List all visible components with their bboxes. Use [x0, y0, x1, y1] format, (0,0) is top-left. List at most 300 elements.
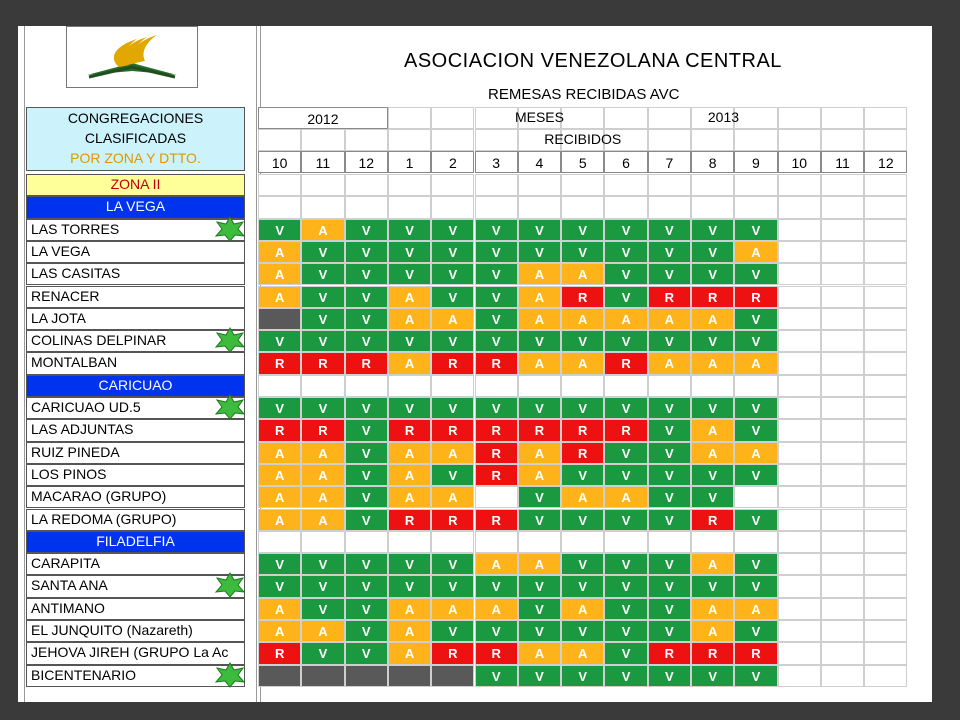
grid-cell: [431, 531, 474, 553]
congregation-label: LA VEGA: [26, 241, 245, 263]
status-cell: R: [301, 419, 344, 441]
header-cell: [648, 107, 691, 129]
status-cell: V: [691, 464, 734, 486]
status-cell: V: [345, 575, 388, 597]
grid-cell: [821, 375, 864, 397]
status-cell: A: [301, 620, 344, 642]
status-cell: V: [475, 330, 518, 352]
header-cell: [821, 107, 864, 129]
grid-cell: [821, 174, 864, 196]
status-cell: V: [345, 419, 388, 441]
status-cell: V: [734, 219, 777, 241]
status-cell: V: [301, 286, 344, 308]
status-cell: V: [561, 553, 604, 575]
status-cell: V: [604, 241, 647, 263]
status-cell: V: [734, 620, 777, 642]
status-cell: V: [648, 598, 691, 620]
status-cell: V: [475, 219, 518, 241]
status-cell: V: [604, 263, 647, 285]
status-cell: A: [258, 286, 301, 308]
status-cell: V: [518, 665, 561, 687]
grid-cell: [778, 375, 821, 397]
status-cell: [821, 241, 864, 263]
grid-cell: [388, 174, 431, 196]
status-cell: V: [475, 575, 518, 597]
months-label: MESES: [514, 109, 564, 125]
status-cell: V: [648, 241, 691, 263]
congregation-label: SANTA ANA: [26, 575, 245, 597]
status-cell: [778, 219, 821, 241]
grid-cell: [345, 174, 388, 196]
status-cell: A: [388, 286, 431, 308]
status-cell: V: [648, 397, 691, 419]
status-cell: [821, 397, 864, 419]
status-cell: A: [518, 263, 561, 285]
status-cell: V: [648, 419, 691, 441]
status-cell: A: [301, 219, 344, 241]
status-cell: A: [258, 509, 301, 531]
status-cell: R: [561, 419, 604, 441]
status-cell: A: [691, 419, 734, 441]
status-cell: A: [561, 263, 604, 285]
status-cell: A: [518, 352, 561, 374]
congregation-label: LA JOTA: [26, 308, 245, 330]
header-cell: [475, 129, 518, 151]
status-cell: [821, 219, 864, 241]
status-cell: V: [648, 263, 691, 285]
status-cell: V: [345, 598, 388, 620]
status-cell: V: [431, 263, 474, 285]
status-cell: [821, 419, 864, 441]
status-cell: V: [431, 553, 474, 575]
status-cell: A: [734, 598, 777, 620]
grid-cell: [691, 196, 734, 218]
month-number: 12: [345, 151, 388, 173]
status-cell: V: [691, 263, 734, 285]
month-number: 6: [604, 151, 647, 173]
grid-cell: [258, 531, 301, 553]
status-cell: V: [258, 330, 301, 352]
status-cell: V: [604, 286, 647, 308]
status-cell: R: [518, 419, 561, 441]
status-cell: [734, 486, 777, 508]
status-cell: V: [345, 553, 388, 575]
status-cell: V: [345, 620, 388, 642]
grid-cell: [518, 375, 561, 397]
status-cell: V: [604, 620, 647, 642]
status-cell: V: [345, 509, 388, 531]
status-cell: V: [691, 575, 734, 597]
grid-cell: [604, 531, 647, 553]
status-cell: [864, 308, 907, 330]
congregation-label: LAS CASITAS: [26, 263, 245, 285]
status-cell: V: [388, 241, 431, 263]
status-cell: A: [301, 486, 344, 508]
status-cell: V: [475, 286, 518, 308]
status-cell: R: [388, 419, 431, 441]
congregations-header: [26, 107, 245, 171]
status-cell: [864, 352, 907, 374]
status-cell: R: [475, 419, 518, 441]
status-cell: V: [518, 397, 561, 419]
grid-cell: [518, 196, 561, 218]
status-cell: [778, 308, 821, 330]
status-cell: V: [475, 620, 518, 642]
status-cell: V: [345, 286, 388, 308]
status-cell: V: [648, 464, 691, 486]
status-cell: [821, 553, 864, 575]
status-cell: V: [301, 308, 344, 330]
status-cell: A: [258, 241, 301, 263]
status-cell: [778, 286, 821, 308]
status-cell: R: [431, 419, 474, 441]
status-cell: V: [734, 665, 777, 687]
status-cell: V: [604, 442, 647, 464]
status-cell: R: [648, 642, 691, 664]
status-cell: [778, 486, 821, 508]
header-line-3: POR ZONA Y DTTO.: [70, 150, 201, 166]
grid-cell: [518, 174, 561, 196]
status-cell: A: [604, 308, 647, 330]
status-cell: V: [518, 330, 561, 352]
header-cell: [431, 107, 474, 129]
grid-cell: [604, 174, 647, 196]
status-cell: R: [258, 642, 301, 664]
status-cell: [778, 397, 821, 419]
grid-cell: [821, 531, 864, 553]
status-cell: A: [258, 442, 301, 464]
month-number: 10: [778, 151, 821, 173]
month-number: 10: [258, 151, 301, 173]
status-cell: [345, 665, 388, 687]
status-cell: A: [258, 464, 301, 486]
status-cell: V: [561, 620, 604, 642]
status-cell: [475, 486, 518, 508]
status-cell: V: [648, 219, 691, 241]
status-cell: R: [388, 509, 431, 531]
status-cell: [864, 665, 907, 687]
month-number: 1: [388, 151, 431, 173]
status-cell: A: [648, 352, 691, 374]
status-cell: V: [345, 442, 388, 464]
status-cell: V: [734, 553, 777, 575]
status-cell: R: [604, 352, 647, 374]
grid-cell: [475, 531, 518, 553]
status-cell: [821, 486, 864, 508]
grid-cell: [345, 531, 388, 553]
status-cell: [821, 308, 864, 330]
status-cell: A: [518, 553, 561, 575]
status-cell: [821, 464, 864, 486]
status-cell: V: [734, 263, 777, 285]
status-cell: [778, 509, 821, 531]
status-cell: [778, 665, 821, 687]
status-cell: A: [734, 352, 777, 374]
status-cell: V: [734, 464, 777, 486]
status-cell: V: [648, 509, 691, 531]
status-cell: [864, 442, 907, 464]
congregation-label: MONTALBAN: [26, 352, 245, 374]
status-cell: R: [604, 419, 647, 441]
district-label: CARICUAO: [26, 375, 245, 397]
status-cell: A: [691, 308, 734, 330]
grid-cell: [864, 196, 907, 218]
congregation-label: BICENTENARIO: [26, 665, 245, 687]
header-cell: [864, 129, 907, 151]
status-cell: A: [518, 642, 561, 664]
status-cell: A: [431, 308, 474, 330]
header-cell: [778, 107, 821, 129]
status-cell: [864, 598, 907, 620]
status-cell: [821, 352, 864, 374]
status-cell: [778, 419, 821, 441]
status-cell: V: [734, 397, 777, 419]
status-cell: A: [431, 598, 474, 620]
grid-cell: [258, 375, 301, 397]
status-cell: V: [604, 553, 647, 575]
grid-cell: [388, 375, 431, 397]
grid-cell: [734, 531, 777, 553]
status-cell: V: [475, 665, 518, 687]
congregation-label: COLINAS DELPINAR: [26, 330, 245, 352]
grid-cell: [604, 196, 647, 218]
status-cell: V: [518, 575, 561, 597]
status-cell: R: [301, 352, 344, 374]
month-number: 11: [821, 151, 864, 173]
status-cell: A: [388, 642, 431, 664]
status-cell: V: [604, 219, 647, 241]
grid-cell: [475, 196, 518, 218]
status-cell: V: [431, 397, 474, 419]
grid-cell: [734, 375, 777, 397]
status-cell: A: [388, 442, 431, 464]
status-cell: V: [604, 397, 647, 419]
grid-cell: [734, 196, 777, 218]
congregation-label: LAS TORRES: [26, 219, 245, 241]
status-cell: [864, 219, 907, 241]
status-cell: V: [345, 397, 388, 419]
congregation-label: LOS PINOS: [26, 464, 245, 486]
status-cell: V: [518, 598, 561, 620]
congregation-label: MACARAO (GRUPO): [26, 486, 245, 508]
status-cell: A: [561, 486, 604, 508]
status-cell: [821, 330, 864, 352]
grid-cell: [561, 196, 604, 218]
status-cell: V: [258, 575, 301, 597]
status-cell: [778, 598, 821, 620]
status-cell: V: [475, 308, 518, 330]
status-cell: V: [648, 442, 691, 464]
status-cell: [864, 620, 907, 642]
status-cell: [301, 665, 344, 687]
status-cell: V: [388, 219, 431, 241]
status-cell: R: [475, 442, 518, 464]
status-cell: V: [691, 241, 734, 263]
status-cell: V: [648, 620, 691, 642]
header-cell: [864, 107, 907, 129]
status-cell: V: [388, 330, 431, 352]
status-cell: A: [561, 352, 604, 374]
status-cell: V: [691, 486, 734, 508]
status-cell: [821, 575, 864, 597]
status-cell: V: [604, 642, 647, 664]
grid-cell: [345, 375, 388, 397]
header-cell: [604, 107, 647, 129]
status-cell: A: [518, 308, 561, 330]
status-cell: [388, 665, 431, 687]
status-cell: A: [561, 308, 604, 330]
status-cell: V: [561, 330, 604, 352]
month-number: 11: [301, 151, 344, 173]
status-cell: V: [561, 241, 604, 263]
status-cell: V: [691, 397, 734, 419]
spreadsheet: [18, 26, 932, 702]
status-cell: V: [345, 486, 388, 508]
status-cell: V: [648, 553, 691, 575]
status-cell: R: [258, 352, 301, 374]
grid-cell: [518, 531, 561, 553]
month-number: 2: [431, 151, 474, 173]
grid-cell: [431, 375, 474, 397]
status-cell: A: [388, 486, 431, 508]
status-cell: A: [388, 598, 431, 620]
status-cell: V: [345, 464, 388, 486]
grid-cell: [734, 174, 777, 196]
status-cell: V: [345, 642, 388, 664]
status-cell: R: [475, 352, 518, 374]
status-cell: V: [518, 219, 561, 241]
status-cell: V: [561, 665, 604, 687]
grid-cell: [691, 531, 734, 553]
status-cell: V: [604, 509, 647, 531]
status-cell: V: [604, 575, 647, 597]
status-cell: [821, 442, 864, 464]
status-cell: [864, 263, 907, 285]
status-cell: V: [561, 464, 604, 486]
status-cell: V: [301, 598, 344, 620]
status-cell: [864, 241, 907, 263]
grid-cell: [648, 375, 691, 397]
grid-cell: [258, 196, 301, 218]
status-cell: V: [604, 330, 647, 352]
status-cell: A: [691, 352, 734, 374]
grid-cell: [778, 196, 821, 218]
status-cell: V: [301, 553, 344, 575]
status-cell: R: [431, 352, 474, 374]
status-cell: V: [475, 397, 518, 419]
month-number: 4: [518, 151, 561, 173]
status-cell: A: [258, 598, 301, 620]
grid-cell: [388, 531, 431, 553]
status-cell: V: [648, 330, 691, 352]
status-cell: [821, 642, 864, 664]
status-cell: A: [561, 642, 604, 664]
month-number: 8: [691, 151, 734, 173]
status-cell: A: [604, 486, 647, 508]
status-cell: V: [431, 620, 474, 642]
status-cell: [431, 665, 474, 687]
status-cell: A: [691, 620, 734, 642]
grid-cell: [301, 174, 344, 196]
status-cell: A: [388, 308, 431, 330]
page-subtitle: REMESAS RECIBIDAS AVC: [488, 86, 680, 103]
status-cell: V: [388, 263, 431, 285]
header-line-2: CLASIFICADAS: [84, 130, 187, 146]
status-cell: R: [648, 286, 691, 308]
grid-cell: [301, 196, 344, 218]
status-cell: V: [345, 241, 388, 263]
header-line-1: CONGREGACIONES: [67, 110, 204, 126]
status-cell: A: [561, 598, 604, 620]
grid-cell: [778, 174, 821, 196]
status-cell: [864, 286, 907, 308]
grid-cell: [864, 531, 907, 553]
status-cell: R: [431, 509, 474, 531]
status-cell: [821, 665, 864, 687]
grid-cell: [778, 531, 821, 553]
status-cell: V: [648, 575, 691, 597]
status-cell: A: [691, 553, 734, 575]
received-label: RECIBIDOS: [544, 131, 622, 147]
status-cell: V: [518, 620, 561, 642]
status-cell: A: [301, 464, 344, 486]
congregation-label: CARICUAO UD.5: [26, 397, 245, 419]
status-cell: V: [345, 263, 388, 285]
grid-cell: [691, 174, 734, 196]
status-cell: V: [475, 263, 518, 285]
status-cell: V: [301, 241, 344, 263]
status-cell: [821, 286, 864, 308]
page-title: ASOCIACION VENEZOLANA CENTRAL: [404, 50, 782, 72]
grid-cell: [648, 196, 691, 218]
status-cell: [778, 464, 821, 486]
status-cell: R: [691, 509, 734, 531]
congregation-label: RUIZ PINEDA: [26, 442, 245, 464]
header-cell: [778, 129, 821, 151]
status-cell: [258, 665, 301, 687]
status-cell: V: [518, 509, 561, 531]
status-cell: A: [475, 598, 518, 620]
congregation-label: LA REDOMA (GRUPO): [26, 509, 245, 531]
month-number: 12: [864, 151, 907, 173]
status-cell: V: [431, 575, 474, 597]
status-cell: V: [388, 553, 431, 575]
status-cell: V: [475, 241, 518, 263]
header-cell: [821, 129, 864, 151]
status-cell: V: [431, 464, 474, 486]
status-cell: [821, 598, 864, 620]
status-cell: V: [301, 642, 344, 664]
status-cell: [258, 308, 301, 330]
status-cell: R: [431, 642, 474, 664]
status-cell: V: [301, 575, 344, 597]
status-cell: R: [475, 642, 518, 664]
status-cell: V: [561, 397, 604, 419]
status-cell: [778, 575, 821, 597]
header-cell: [431, 129, 474, 151]
status-cell: A: [431, 442, 474, 464]
header-cell: [301, 129, 344, 151]
status-cell: A: [475, 553, 518, 575]
status-cell: V: [734, 308, 777, 330]
status-cell: A: [431, 486, 474, 508]
status-cell: V: [431, 219, 474, 241]
month-number: 3: [475, 151, 518, 173]
status-cell: V: [691, 665, 734, 687]
status-cell: V: [388, 575, 431, 597]
status-cell: A: [734, 241, 777, 263]
status-cell: A: [388, 464, 431, 486]
